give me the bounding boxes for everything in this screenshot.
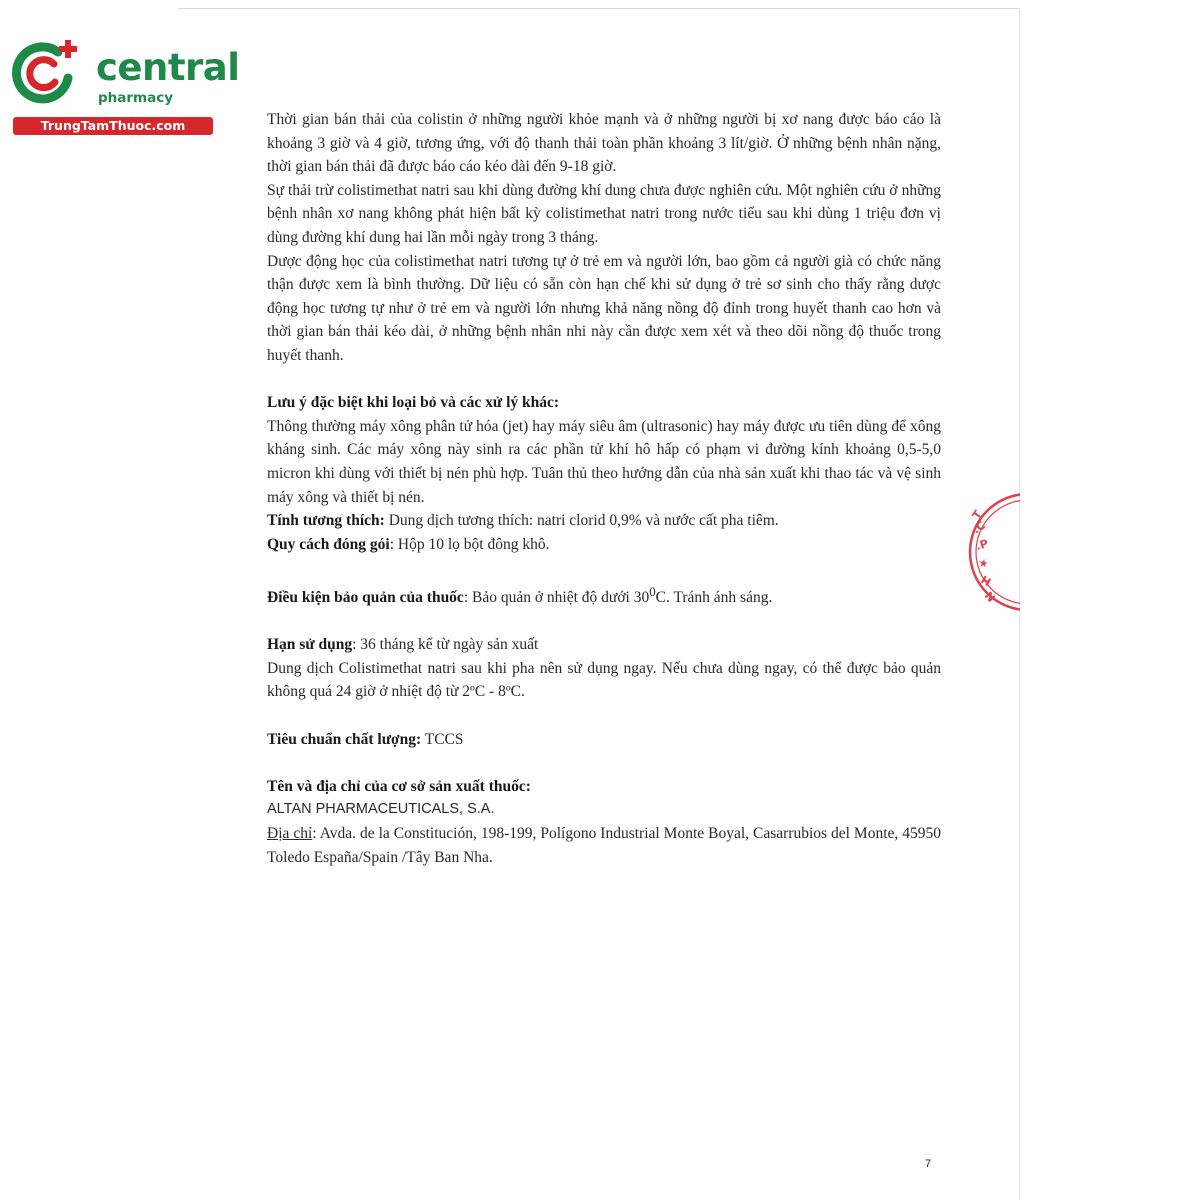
storage-label: Điều kiện bảo quản của thuốc bbox=[267, 589, 464, 607]
packaging-text: : Hộp 10 lọ bột đông khô. bbox=[389, 535, 550, 553]
pharmacokinetics-paragraph: Dược động học của colistimethat natri tương tự ở trẻ em và người lớn, bao gồm cả người già có chức năng thận được xem là bình thường. Dữ liệu có sẵn còn hạn chế khi sử dụng ở trẻ sơ sinh cho thấy rằng dược động học tương tự như ở trẻ em và người lớn nhưng khả năng nồng độ đỉnh trong huyết thanh cao hơn và thời gian bán thải kéo dài, ở những bệnh nhân nhi này cần được xem xét và theo dõi nồng độ thuốc trong huyết thanh. bbox=[267, 252, 941, 364]
manufacturer-heading: Tên và địa chỉ của cơ sở sản xuất thuốc: bbox=[267, 777, 531, 795]
logo-subtitle: pharmacy bbox=[98, 90, 174, 106]
page-number: 7 bbox=[925, 1158, 932, 1170]
disposal-heading: Lưu ý đặc biệt khi loại bỏ và các xử lý khác: bbox=[267, 394, 560, 412]
shelf-life-line: Hạn sử dụng: 36 tháng kể từ ngày sản xuất bbox=[267, 636, 539, 654]
page-edge-top bbox=[178, 8, 1020, 9]
manufacturer-address: Địa chỉ: Avda. de la Constitución, 198-199, Polígono Industrial Monte Boyal, Casarrubios del Monte, 45950 Toledo España/Spain /Tây Ban Nha. bbox=[267, 824, 941, 866]
compatibility-label: Tính tương thích: bbox=[267, 512, 385, 530]
manufacturer-name: ALTAN PHARMACEUTICALS, S.A. bbox=[267, 801, 495, 818]
pharmacy-cross-icon bbox=[10, 38, 82, 110]
svg-text:.P: .P bbox=[974, 537, 990, 553]
degree-superscript: 0 bbox=[649, 583, 656, 599]
quality-label: Tiêu chuẩn chất lượng: bbox=[267, 730, 422, 748]
quality-standard-line bbox=[267, 728, 941, 752]
compatibility-line bbox=[267, 509, 941, 533]
quality-value: TCCS bbox=[421, 730, 464, 748]
storage-line: Điều kiện bảo quản của thuốc: Bảo quản ở nhiệt độ dưới $30^0C$. Tránh ánh sáng. bbox=[267, 583, 773, 607]
packaging-line bbox=[267, 533, 941, 557]
packaging-label: Quy cách đóng gói bbox=[267, 535, 390, 553]
logo-website-banner[interactable]: TrungTamThuoc.com bbox=[13, 117, 213, 135]
elimination-paragraph: Sự thải trừ colistimethat natri sau khi dùng đường khí dung chưa được nghiên cứu. Một nghiên cứu ở những bệnh nhân xơ nang không phát hiện bất kỳ colistimethat natri trong nước tiểu sau khi dùng 1 triệu đơn vị dùng đường khí dung hai lần mỗi ngày trong 3 tháng. bbox=[267, 181, 941, 246]
svg-text:T: T bbox=[969, 508, 985, 522]
svg-text:.C: .C bbox=[970, 518, 988, 537]
svg-text:N: N bbox=[981, 589, 998, 605]
disposal-paragraph: Thông thường máy xông phân tử hóa (jet) hay máy siêu âm (ultrasonic) hay máy được ưu tiên dùng để xông kháng sinh. Các máy xông này sinh ra các phần tử khí hô hấp có phạm vi đường kính khoảng 0,5-5,0 micron khi dùng với thiết bị nén phù hợp. Tuân thủ theo hướng dẫn của nhà sản xuất khi thao tác và vệ sinh máy xông và thiết bị nén. bbox=[267, 417, 941, 506]
document-body bbox=[267, 108, 941, 869]
shelf-life-label: Hạn sử dụng bbox=[267, 636, 353, 654]
shelf-life-note: Dung dịch Colistimethat natri sau khi pha nên sử dụng ngay. Nếu chưa dùng ngay, có thể được bảo quản không quá 24 giờ ở nhiệt độ từ 2ºC - 8ºC. bbox=[267, 659, 941, 701]
address-label: Địa chỉ bbox=[267, 824, 313, 842]
half-life-paragraph: Thời gian bán thải của colistin ở những người khỏe mạnh và ở những người bị xơ nang được báo cáo là khoảng 3 giờ và 4 giờ, tương ứng, với độ thanh thải toàn phần khoảng 3 lít/giờ. Ở những bệnh nhân nặng, thời gian bán thải đã được báo cáo kéo dài đến 9-18 giờ. bbox=[267, 111, 941, 176]
svg-text:H: H bbox=[978, 573, 993, 590]
compatibility-text: Dung dịch tương thích: natri clorid 0,9% và nước cất pha tiêm. bbox=[384, 512, 779, 530]
logo-wordmark: central bbox=[96, 46, 240, 89]
company-seal-stamp bbox=[940, 490, 1020, 620]
central-pharmacy-logo[interactable] bbox=[10, 38, 240, 138]
svg-text:★: ★ bbox=[977, 556, 990, 571]
